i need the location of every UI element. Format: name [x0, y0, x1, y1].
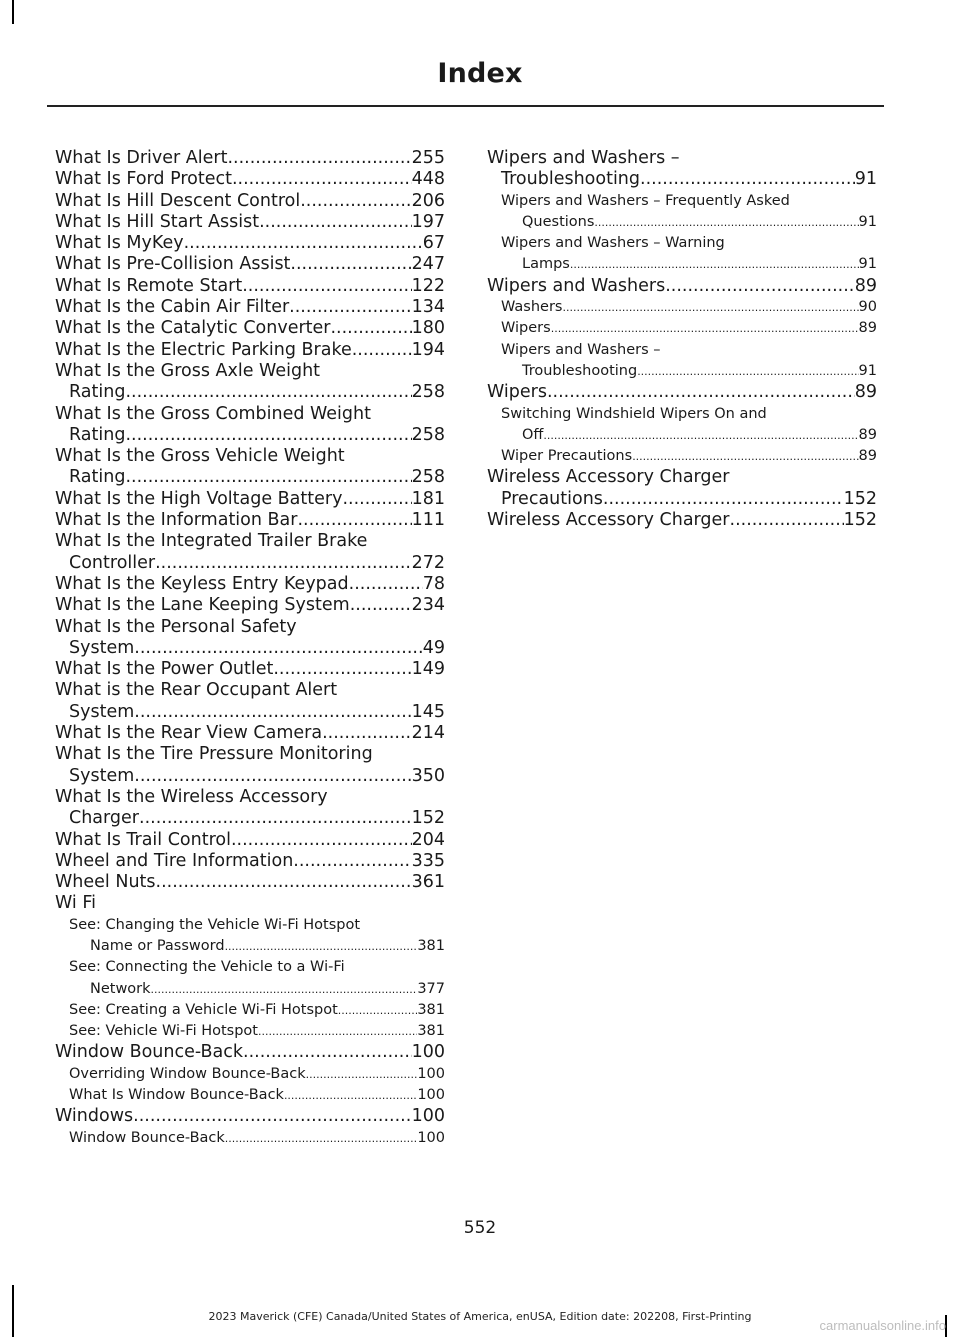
leader-dots: [293, 851, 411, 872]
entry-first-line: Wipers and Washers –: [501, 341, 661, 358]
leader-dots: [231, 830, 412, 851]
entry-line: [55, 830, 445, 851]
entry-page: 78: [422, 573, 445, 594]
entry-line: [501, 212, 877, 233]
leader-dots: [349, 574, 423, 595]
leader-dots: [284, 1085, 417, 1106]
leader-dots: [133, 1106, 411, 1127]
entry-page: 89: [854, 382, 877, 403]
entry-first-line: Wipers and Washers – Warning: [501, 235, 725, 252]
entry-line: [501, 446, 877, 467]
entry-line: [501, 254, 877, 275]
leader-dots: [570, 254, 859, 275]
entry-page: 335: [411, 850, 445, 871]
index-entry: [55, 723, 445, 744]
entry-page: 255: [411, 148, 445, 168]
entry-line: [55, 254, 445, 275]
entry-text: Rating: [69, 382, 126, 403]
index-entry: [55, 574, 445, 595]
index-entry: [55, 617, 445, 660]
index-entry: [55, 510, 445, 531]
entry-page: 91: [858, 213, 877, 230]
entry-line: [487, 169, 877, 190]
leader-dots: [640, 169, 855, 190]
index-entry: [55, 1042, 445, 1063]
entry-page: 122: [411, 275, 445, 296]
entry-page: 100: [417, 1065, 445, 1082]
page-title: Index: [437, 58, 523, 89]
entry-line: [55, 595, 445, 616]
entry-line: [55, 851, 445, 872]
leader-dots: [259, 212, 412, 233]
index-entry: [55, 276, 445, 297]
leader-dots: [306, 1064, 418, 1085]
entry-text: Wheel Nuts: [55, 872, 156, 893]
entry-text: What Is Pre-Collision Assist: [55, 254, 291, 275]
entry-text: Washers: [501, 299, 563, 316]
entry-page: 152: [843, 488, 877, 509]
entry-first-line: Switching Windshield Wipers On and: [501, 405, 767, 422]
index-subentry: [55, 1000, 445, 1021]
leader-dots: [134, 766, 411, 787]
entry-page: 111: [411, 510, 445, 531]
entry-first-line: What is the Rear Occupant Alert: [55, 680, 338, 701]
entry-line: [55, 148, 445, 169]
entry-line: [55, 297, 445, 318]
entry-line: [55, 702, 445, 723]
entry-first-line: What Is the Integrated Trailer Brake: [55, 531, 368, 552]
leader-dots: [225, 936, 418, 957]
entry-first-line: Wipers and Washers – Frequently Asked: [501, 192, 790, 209]
entry-page: 145: [411, 701, 445, 722]
leader-dots: [125, 382, 411, 403]
entry-page: 149: [411, 659, 445, 680]
index-subentry: [487, 297, 877, 318]
entry-line: [55, 340, 445, 361]
entry-line: [487, 489, 877, 510]
leader-dots: [632, 446, 858, 467]
entry-text: See: Vehicle Wi-Fi Hotspot: [69, 1023, 258, 1040]
leader-dots: [350, 595, 412, 616]
entry-line: [55, 169, 445, 190]
entry-text: Wiper Precautions: [501, 448, 633, 465]
entry-text: Questions: [522, 213, 595, 230]
entry-page: 272: [411, 552, 445, 573]
entry-page: 49: [422, 637, 445, 658]
entry-line: [55, 808, 445, 829]
entry-text: Network: [90, 980, 151, 997]
index-entry: [55, 148, 445, 169]
entry-page: 258: [411, 382, 445, 403]
entry-line: [69, 1064, 445, 1085]
index-subentry: [487, 191, 877, 234]
entry-line: [487, 276, 877, 297]
index-entry: [55, 254, 445, 275]
index-entry: [55, 872, 445, 893]
entry-page: 381: [417, 937, 445, 954]
entry-text: Troubleshooting: [501, 169, 641, 190]
entry-line: [501, 318, 877, 339]
entry-text: What Is Trail Control: [55, 829, 231, 850]
index-subentry: [55, 1064, 445, 1085]
entry-first-line: What Is the Tire Pressure Monitoring: [55, 744, 373, 765]
entry-first-line: What Is the Wireless Accessory: [55, 786, 328, 807]
leader-dots: [134, 702, 411, 723]
leader-dots: [134, 638, 422, 659]
entry-line: [69, 1000, 445, 1021]
leader-dots: [594, 212, 858, 233]
entry-text: What Is Ford Protect: [55, 169, 232, 190]
leader-dots: [273, 659, 411, 680]
entry-line: [69, 1021, 445, 1042]
entry-page: 194: [411, 339, 445, 360]
entry-page: 100: [411, 1042, 445, 1063]
entry-text: What Is MyKey: [55, 233, 184, 254]
entry-page: 91: [854, 169, 877, 190]
index-entry: [55, 851, 445, 872]
leader-dots: [551, 318, 859, 339]
entry-text: Wipers and Washers: [487, 275, 666, 296]
entry-text: What Is the Rear View Camera: [55, 723, 323, 744]
entry-line: [55, 766, 445, 787]
page-number: 552: [463, 1218, 497, 1238]
index-entry: [487, 276, 877, 297]
entry-page: 89: [858, 448, 877, 465]
entry-page: 134: [411, 297, 445, 318]
entry-text: Controller: [69, 552, 156, 573]
index-entry: [55, 297, 445, 318]
index-entry: [55, 489, 445, 510]
entry-text: Wipers: [501, 320, 551, 337]
entry-page: 90: [858, 299, 877, 316]
entry-page: 100: [417, 1129, 445, 1146]
index-entry: [55, 830, 445, 851]
entry-line: [501, 297, 877, 318]
index-subentry: [487, 404, 877, 447]
entry-line: [487, 510, 877, 531]
entry-text: Charger: [69, 808, 139, 829]
entry-text: What Is the Electric Parking Brake: [55, 339, 352, 360]
index-entry: [487, 510, 877, 531]
entry-text: Window Bounce-Back: [55, 1042, 244, 1063]
entry-line: [55, 318, 445, 339]
index-subentry: [55, 1085, 445, 1106]
index-entry: [55, 233, 445, 254]
entry-page: 258: [411, 424, 445, 445]
leader-dots: [125, 467, 411, 488]
index-entry: [487, 148, 877, 191]
entry-line: [55, 510, 445, 531]
entry-line: [55, 425, 445, 446]
leader-dots: [289, 297, 411, 318]
entry-line: [55, 382, 445, 403]
entry-text: System: [69, 765, 135, 786]
leader-dots: [322, 723, 412, 744]
entry-line: [501, 361, 877, 382]
entry-line: [55, 574, 445, 595]
entry-text: Window Bounce-Back: [69, 1129, 225, 1146]
entry-text: What Is the Keyless Entry Keypad: [55, 573, 349, 594]
entry-text: Lamps: [522, 256, 570, 273]
entry-line: [55, 553, 445, 574]
leader-dots: [665, 276, 855, 297]
leader-dots: [155, 553, 412, 574]
entry-page: 350: [411, 765, 445, 786]
entry-line: [55, 191, 445, 212]
index-entry: [55, 361, 445, 404]
entry-page: 197: [411, 211, 445, 232]
entry-page: 381: [417, 1023, 445, 1040]
entry-page: 258: [411, 467, 445, 488]
entry-line: [487, 382, 877, 403]
entry-text: What Is the High Voltage Battery: [55, 488, 343, 509]
entry-text: What Is Remote Start: [55, 275, 243, 296]
index-entry: [487, 382, 877, 403]
entry-line: [55, 1106, 445, 1127]
leader-dots: [258, 1021, 417, 1042]
entry-line: [55, 659, 445, 680]
entry-line: [69, 936, 445, 957]
entry-line: [501, 425, 877, 446]
leader-dots: [297, 510, 411, 531]
index-entry: [55, 744, 445, 787]
entry-page: 152: [411, 808, 445, 829]
index-entry: [55, 318, 445, 339]
leader-dots: [342, 489, 411, 510]
index-heading: Wi Fi: [55, 893, 96, 914]
leader-dots: [242, 276, 411, 297]
index-subentry: [55, 1021, 445, 1042]
entry-line: [69, 1128, 445, 1149]
entry-page: 100: [411, 1106, 445, 1127]
entry-first-line: Wipers and Washers –: [487, 148, 680, 168]
entry-page: 180: [411, 318, 445, 339]
entry-text: Windows: [55, 1106, 134, 1127]
entry-first-line: Wireless Accessory Charger: [487, 467, 730, 488]
entry-text: System: [69, 637, 135, 658]
entry-text: Name or Password: [90, 937, 225, 954]
entry-text: What Is Window Bounce-Back: [69, 1087, 284, 1104]
entry-line: [55, 1042, 445, 1063]
entry-text: What Is the Catalytic Converter: [55, 318, 331, 339]
leader-dots: [730, 510, 844, 531]
leader-dots: [125, 425, 411, 446]
entry-line: [55, 489, 445, 510]
index-entry: [55, 659, 445, 680]
entry-text: What Is the Cabin Air Filter: [55, 297, 290, 318]
index-entry: [487, 467, 877, 510]
entry-line: [55, 212, 445, 233]
leader-dots: [225, 1128, 418, 1149]
leader-dots: [232, 169, 412, 190]
entry-page: 89: [858, 426, 877, 443]
entry-page: 381: [417, 1001, 445, 1018]
entry-line: [55, 723, 445, 744]
title-rule: [47, 105, 884, 107]
entry-text: Wheel and Tire Information: [55, 850, 294, 871]
entry-page: 247: [411, 254, 445, 275]
entry-page: 67: [422, 233, 445, 254]
leader-dots: [243, 1042, 412, 1063]
entry-page: 91: [858, 256, 877, 273]
index-entry: [55, 169, 445, 190]
crop-mark-top-left-vertical: [12, 0, 14, 24]
entry-first-line: See: Changing the Vehicle Wi-Fi Hotspot: [69, 916, 361, 933]
entry-first-line: What Is the Gross Vehicle Weight: [55, 446, 345, 467]
entry-text: Wireless Accessory Charger: [487, 510, 730, 531]
watermark: carmanualsonline.info: [819, 1318, 946, 1333]
entry-line: [55, 276, 445, 297]
leader-dots: [290, 254, 411, 275]
entry-page: 89: [854, 275, 877, 296]
entry-line: [69, 1085, 445, 1106]
leader-dots: [156, 872, 412, 893]
entry-page: 152: [843, 510, 877, 531]
leader-dots: [300, 191, 411, 212]
index-column-right: [487, 148, 877, 531]
index-subentry: [487, 233, 877, 276]
entry-page: 377: [417, 980, 445, 997]
entry-first-line: What Is the Gross Axle Weight: [55, 360, 321, 381]
index-entry: [55, 1106, 445, 1127]
leader-dots: [562, 297, 858, 318]
entry-text: Overriding Window Bounce-Back: [69, 1065, 306, 1082]
index-entry: [55, 680, 445, 723]
entry-page: 100: [417, 1087, 445, 1104]
entry-text: See: Creating a Vehicle Wi-Fi Hotspot: [69, 1001, 338, 1018]
entry-line: [69, 979, 445, 1000]
leader-dots: [227, 148, 411, 169]
index-entry: [55, 787, 445, 830]
index-entry: [55, 595, 445, 616]
leader-dots: [352, 340, 412, 361]
entry-text: Rating: [69, 467, 126, 488]
entry-line: [55, 233, 445, 254]
leader-dots: [547, 382, 855, 403]
entry-text: What Is the Lane Keeping System: [55, 595, 350, 616]
entry-page: 204: [411, 829, 445, 850]
entry-page: 214: [411, 723, 445, 744]
index-subentry: [55, 915, 445, 958]
leader-dots: [151, 979, 418, 1000]
entry-page: 448: [411, 169, 445, 190]
entry-line: [55, 638, 445, 659]
leader-dots: [330, 318, 411, 339]
index-entry: [55, 191, 445, 212]
entry-text: What Is the Information Bar: [55, 510, 298, 531]
leader-dots: [637, 361, 858, 382]
leader-dots: [603, 489, 844, 510]
entry-text: Rating: [69, 424, 126, 445]
index-subentry: [487, 446, 877, 467]
entry-line: [55, 872, 445, 893]
index-subentry: [487, 340, 877, 383]
page-footer: 2023 Maverick (CFE) Canada/United States of America, enUSA, Edition date: 202208, First-Printing: [208, 1310, 752, 1323]
entry-text: What Is Hill Descent Control: [55, 190, 301, 211]
entry-text: Precautions: [501, 488, 603, 509]
entry-first-line: See: Connecting the Vehicle to a Wi-Fi: [69, 959, 345, 976]
index-subentry: [487, 318, 877, 339]
index-entry: [55, 212, 445, 233]
entry-text: Off: [522, 426, 544, 443]
entry-page: 89: [858, 320, 877, 337]
leader-dots: [139, 808, 412, 829]
index-entry: [55, 446, 445, 489]
entry-first-line: What Is the Gross Combined Weight: [55, 403, 371, 424]
entry-page: 91: [858, 362, 877, 379]
index-subentry: [55, 1128, 445, 1149]
leader-dots: [543, 425, 858, 446]
entry-line: [55, 467, 445, 488]
entry-text: Troubleshooting: [522, 362, 638, 379]
index-entry: [55, 404, 445, 447]
entry-text: What Is Hill Start Assist: [55, 211, 260, 232]
index-entry: [55, 531, 445, 574]
leader-dots: [338, 1000, 418, 1021]
index-subentry: [55, 957, 445, 1000]
entry-page: 234: [411, 595, 445, 616]
entry-page: 181: [411, 488, 445, 509]
entry-text: Wipers: [487, 382, 547, 403]
leader-dots: [184, 233, 423, 254]
entry-page: 361: [411, 872, 445, 893]
entry-text: System: [69, 701, 135, 722]
entry-page: 206: [411, 190, 445, 211]
index-column-left: [55, 148, 445, 1149]
index-entry: [55, 340, 445, 361]
entry-first-line: What Is the Personal Safety: [55, 616, 297, 637]
entry-text: What Is the Power Outlet: [55, 659, 274, 680]
entry-text: What Is Driver Alert: [55, 148, 228, 168]
